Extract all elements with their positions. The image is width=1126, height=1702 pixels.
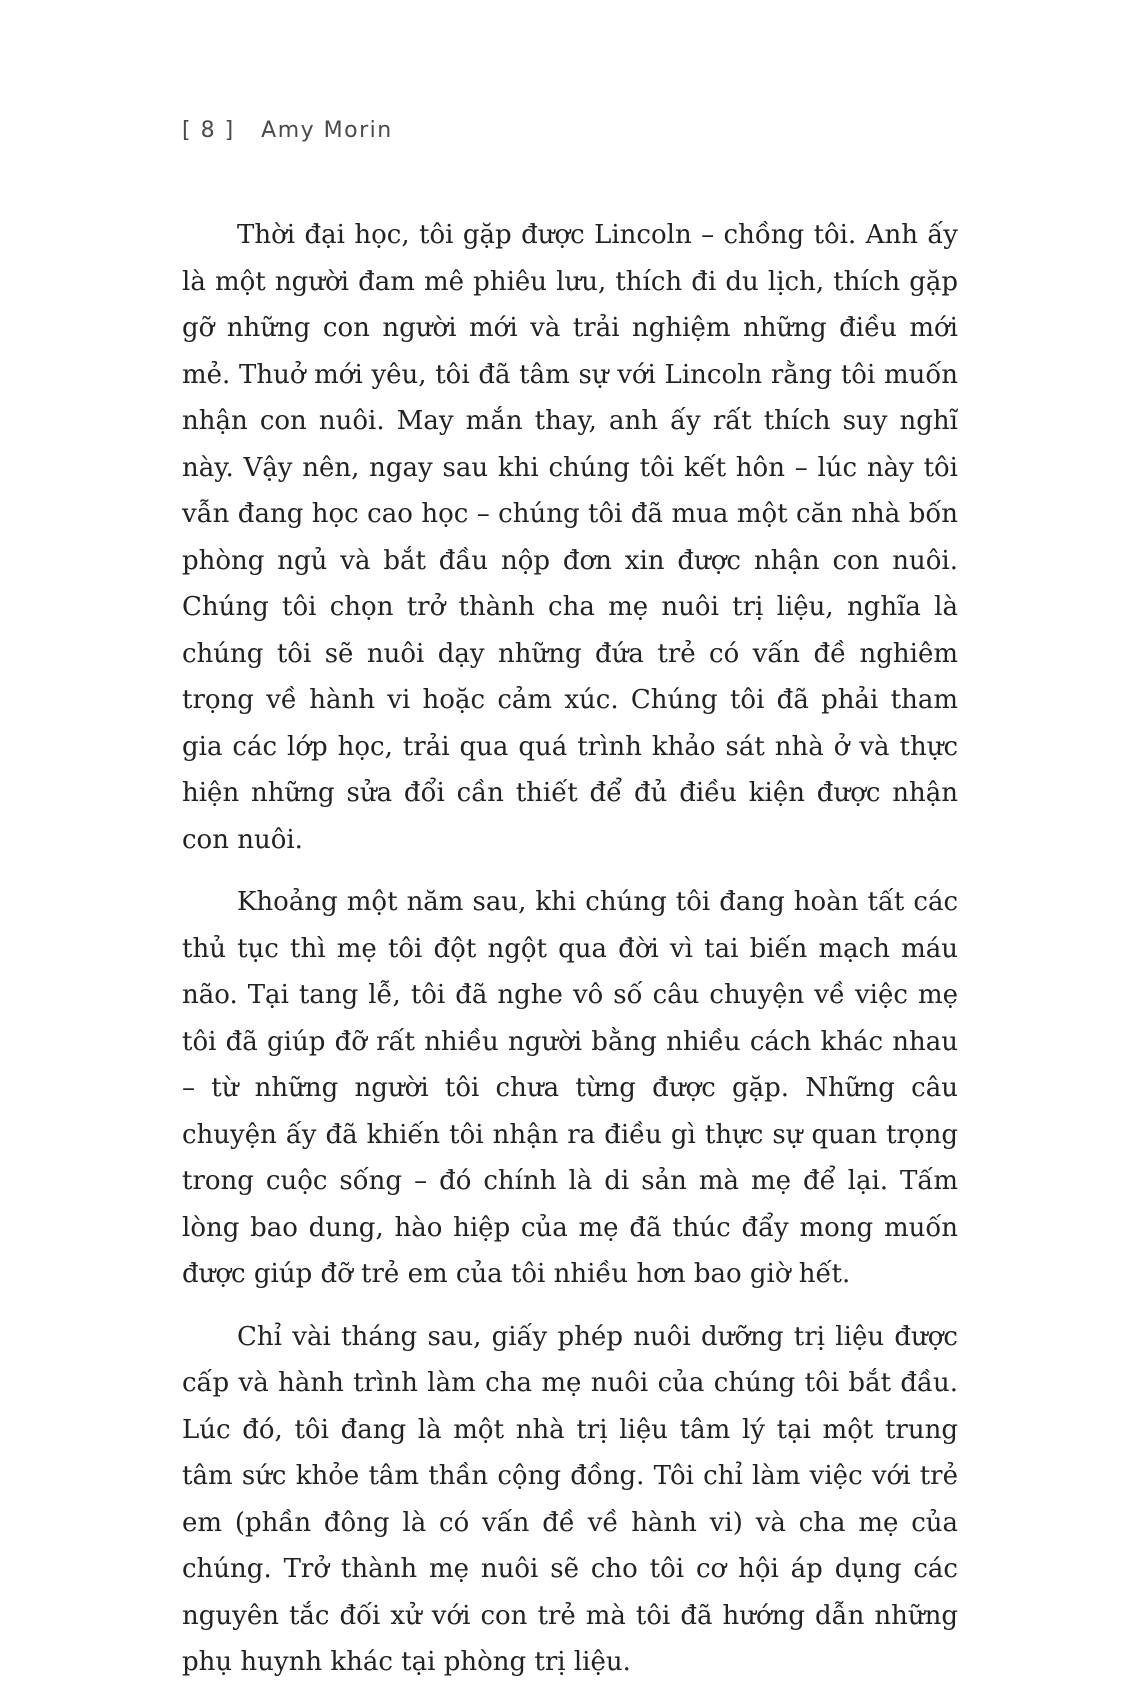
- body-text: [182, 212, 958, 1702]
- paragraph: Khoảng một năm sau, khi chúng tôi đang hoàn tất các thủ tục thì mẹ tôi đột ngột qua đời vì tai biến mạch máu não. Tại tang lễ, tôi đã nghe vô số câu chuyện về việc mẹ tôi đã giúp đỡ rất nhiều người bằng nhiều cách khác nhau – từ những người tôi chưa từng được gặp. Những câu chuyện ấy đã khiến tôi nhận ra điều gì thực sự quan trọng trong cuộc sống – đó chính là di sản mà mẹ để lại. Tấm lòng bao dung, hào hiệp của mẹ đã thúc đẩy mong muốn được giúp đỡ trẻ em của tôi nhiều hơn bao giờ hết.: [182, 887, 958, 1289]
- paragraph: Chỉ vài tháng sau, giấy phép nuôi dưỡng trị liệu được cấp và hành trình làm cha mẹ nuôi của chúng tôi bắt đầu. Lúc đó, tôi đang là một nhà trị liệu tâm lý tại một trung tâm sức khỏe tâm thần cộng đồng. Tôi chỉ làm việc với trẻ em (phần đông là có vấn đề về hành vi) và cha mẹ của chúng. Trở thành mẹ nuôi sẽ cho tôi cơ hội áp dụng các nguyên tắc đối xử với con trẻ mà tôi đã hướng dẫn những phụ huynh khác tại phòng trị liệu.: [182, 1321, 958, 1677]
- paragraph: Thời đại học, tôi gặp được Lincoln – chồng tôi. Anh ấy là một người đam mê phiêu lưu, thích đi du lịch, thích gặp gỡ những con người mới và trải nghiệm những điều mới mẻ. Thuở mới yêu, tôi đã tâm sự với Lincoln rằng tôi muốn nhận con nuôi. May mắn thay, anh ấy rất thích suy nghĩ này. Vậy nên, ngay sau khi chúng tôi kết hôn – lúc này tôi vẫn đang học cao học – chúng tôi đã mua một căn nhà bốn phòng ngủ và bắt đầu nộp đơn xin được nhận con nuôi. Chúng tôi chọn trở thành cha mẹ nuôi trị liệu, nghĩa là chúng tôi sẽ nuôi dạy những đứa trẻ có vấn đề nghiêm trọng về hành vi hoặc cảm xúc. Chúng tôi đã phải tham gia các lớp học, trải qua quá trình khảo sát nhà ở và thực hiện những sửa đổi cần thiết để đủ điều kiện được nhận con nuôi.: [182, 220, 958, 855]
- running-head: [182, 118, 393, 143]
- author-name: Amy Morin: [261, 118, 393, 143]
- page-number: [ 8 ]: [182, 118, 235, 143]
